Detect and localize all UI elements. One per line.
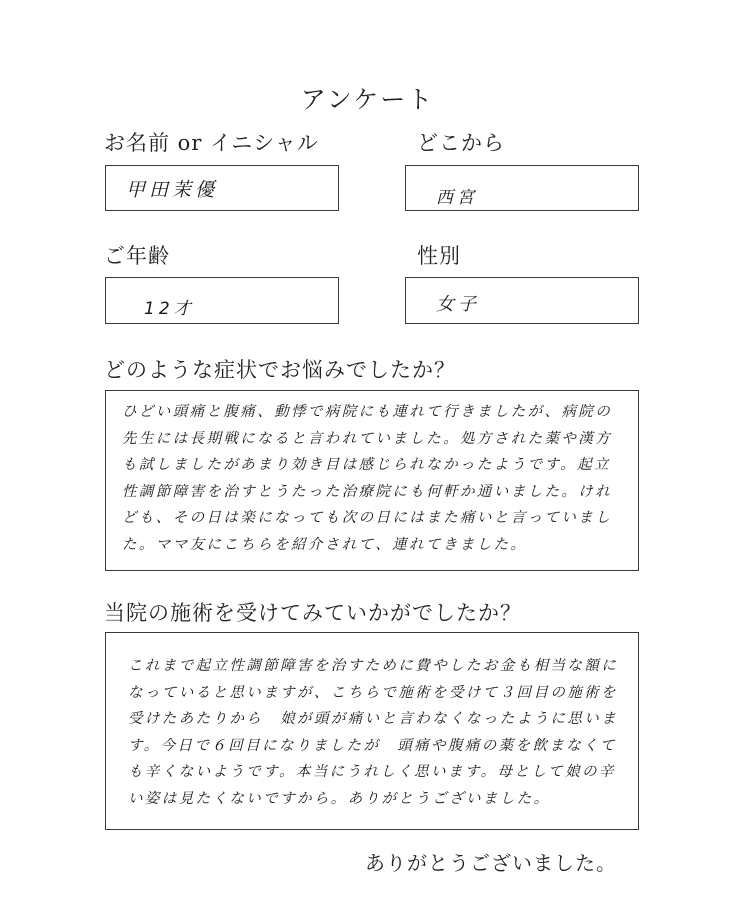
name-label: お名前 or イニシャル	[104, 131, 319, 155]
name-field	[105, 165, 339, 211]
from-field	[405, 165, 639, 211]
answer-line: も辛くないようです。本当にうれしく思います。母として娘の辛	[128, 764, 616, 780]
symptoms-answer	[122, 399, 628, 558]
closing-text: ありがとうございました。	[365, 851, 617, 875]
age-value: 12才	[144, 299, 195, 319]
answer-line: た。ママ友にこちらを紹介されて、連れてきました。	[122, 536, 528, 553]
gender-label: 性別	[417, 244, 461, 268]
gender-field	[405, 277, 639, 324]
gender-value: 女子	[436, 294, 480, 315]
from-label: どこから	[417, 131, 505, 155]
age-field	[105, 277, 339, 324]
treatment-answer	[128, 653, 634, 812]
answer-line: これまで起立性調節障害を治すために費やしたお金も相当な額に	[128, 658, 619, 674]
treatment-answer-box	[105, 632, 639, 830]
answer-line: す。今日で６回目になりましたが 頭痛や腹痛の薬を飲まなくて	[128, 737, 617, 754]
answer-line: 先生には長期戦になると言われていました。処方された薬や漢方	[122, 430, 613, 447]
treatment-question: 当院の施術を受けてみていかがでしたか？	[104, 601, 522, 625]
answer-line: も試しましたがあまり効き目は感じられなかったようです。起立	[122, 457, 611, 473]
symptoms-question: どのような症状でお悩みでしたか？	[104, 358, 456, 382]
from-value: 西宮	[436, 188, 478, 208]
name-value: 甲田茉優	[126, 179, 219, 201]
answer-line: なっていると思いますが、こちらで施術を受けて３回目の施術を	[128, 684, 618, 701]
form-title: アンケート	[300, 85, 435, 114]
answer-line: 性調節障害を治すとうたった治療院にも何軒か通いました。けれ	[122, 483, 613, 500]
symptoms-answer-box	[105, 390, 639, 571]
answer-line: ども、その日は楽になっても次の日にはまた痛いと言っていまし	[122, 510, 613, 526]
age-label: ご年齢	[104, 244, 170, 268]
answer-line: ひどい頭痛と腹痛、動悸で病院にも連れて行きましたが、病院の	[122, 404, 613, 420]
answer-line: い姿は見たくないですから。ありがとうございました。	[128, 790, 551, 807]
answer-line: 受けたあたりから 娘が頭が痛いと言わなくなったように思いま	[128, 711, 619, 727]
